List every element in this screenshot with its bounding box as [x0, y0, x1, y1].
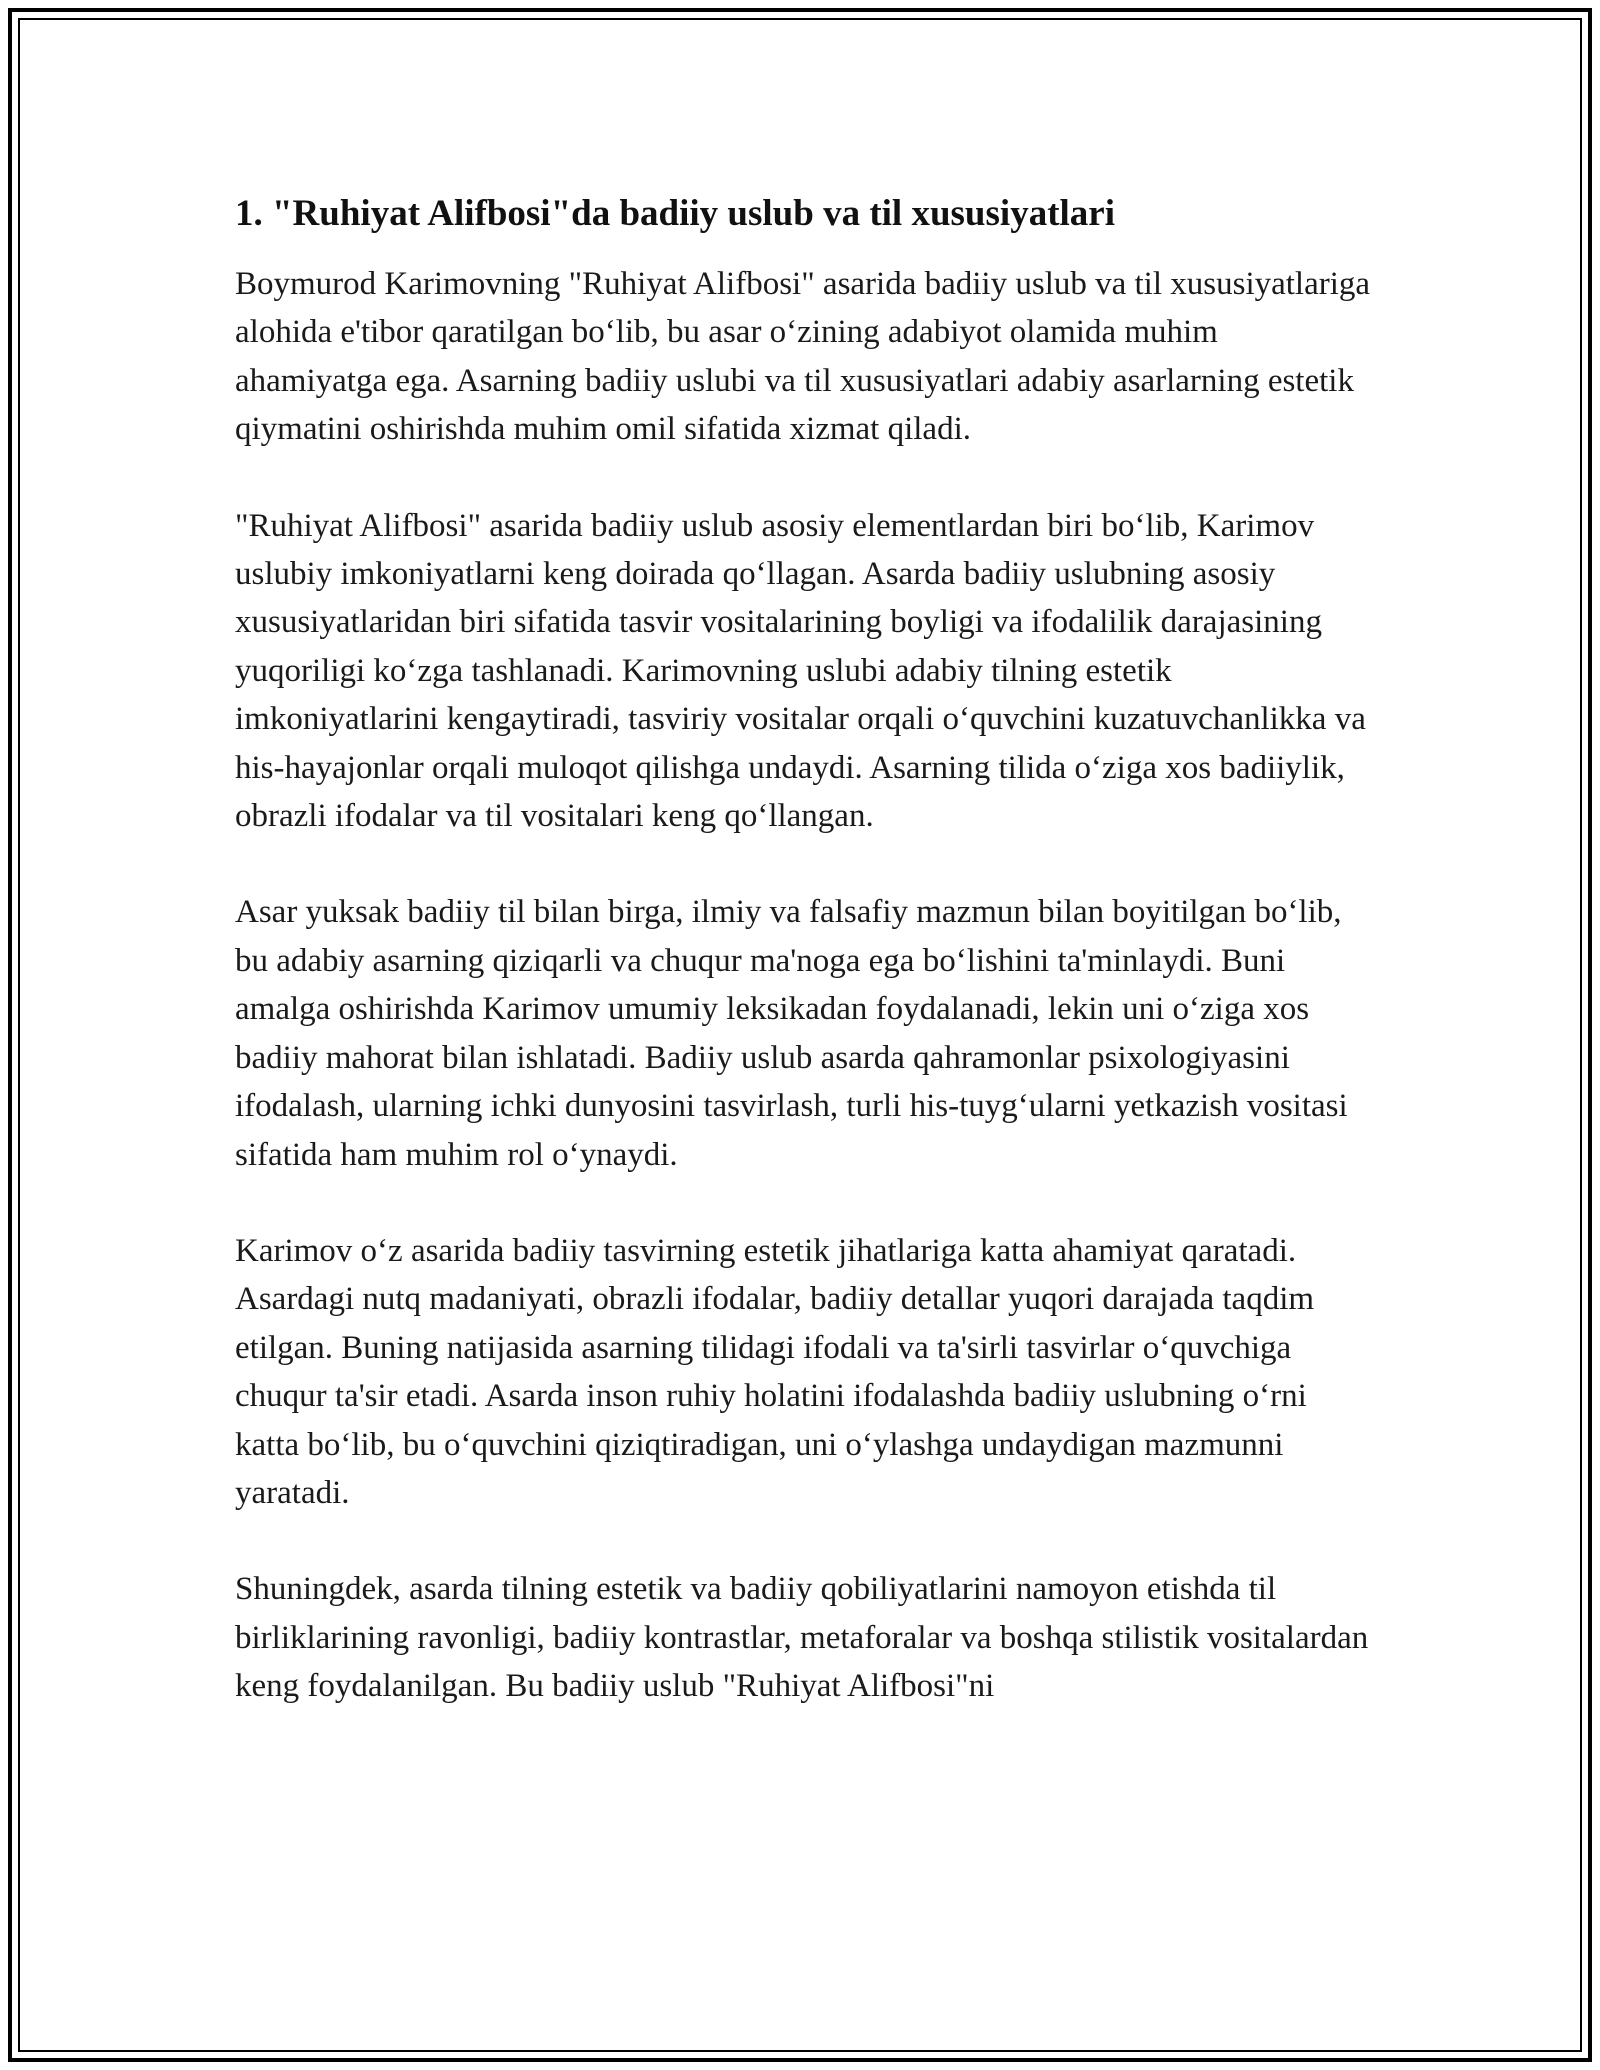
section-heading: 1. "Ruhiyat Alifbosi"da badiiy uslub va til xususiyatlari — [235, 193, 1115, 234]
paragraph-1: Boymurod Karimovning "Ruhiyat Alifbosi" asarida badiiy uslub va til xususiyatlariga alohida e'tibor qaratilgan bo‘lib, bu asar o‘zining adabiyot olamida muhim ahamiyatga ega. Asarning badiiy uslubi va til xususiyatlari adabiy asarlarning estetik qiymatini oshirishda muhim omil sifatida xizmat qiladi. — [235, 266, 1371, 448]
document-body — [235, 180, 1375, 1759]
paragraph-4: Karimov o‘z asarida badiiy tasvirning estetik jihatlariga katta ahamiyat qaratadi. Asardagi nutq madaniyati, obrazli ifodalar, badiiy detallar yuqori darajada taqdim etilgan. Buning natijasida asarning tilidagi ifodali va ta'sirli tasvirlar o‘quvchiga chuqur ta'sir etadi. Asarda inson ruhiy holatini ifodalashda badiiy uslubning o‘rni katta bo‘lib, bu o‘quvchini qiziqtiradigan, uni o‘ylashga undaydigan mazmunni yaratadi. — [235, 1232, 1315, 1511]
paragraph-5: Shuningdek, asarda tilning estetik va badiiy qobiliyatlarini namoyon etishda til birliklarining ravonligi, badiiy kontrastlar, metaforalar va boshqa stilistik vositalardan keng foydalanilgan. Bu badiiy uslub "Ruhiyat Alifbosi"ni — [235, 1571, 1369, 1705]
paragraph-2: "Ruhiyat Alifbosi" asarida badiiy uslub asosiy elementlardan biri bo‘lib, Karimov uslubiy imkoniyatlarni keng doirada qo‘llagan. Asarda badiiy uslubning asosiy xususiyatlaridan biri sifatida tasvir vositalarining boyligi va ifodalilik darajasining yuqoriligi ko‘zga tashlanadi. Karimovning uslubi adabiy tilning estetik imkoniyatlarini kengaytiradi, tasviriy vositalar orqali o‘quvchini kuzatuvchanlikka va his-hayajonlar orqali muloqot qilishga undaydi. Asarning tilida o‘ziga xos badiiylik, obrazli ifodalar va til vositalari keng qo‘llangan. — [235, 507, 1366, 835]
paragraph-3: Asar yuksak badiiy til bilan birga, ilmiy va falsafiy mazmun bilan boyitilgan bo‘lib, bu adabiy asarning qiziqarli va chuqur ma'noga ega bo‘lishini ta'minlaydi. Buni amalga oshirishda Karimov umumiy leksikadan foydalanadi, lekin uni o‘ziga xos badiiy mahorat bilan ishlatadi. Badiiy uslub asarda qahramonlar psixologiyasini ifodalash, ularning ichki dunyosini tasvirlash, turli his-tuyg‘ularni yetkazish vositasi sifatida ham muhim rol o‘ynaydi. — [235, 894, 1348, 1173]
